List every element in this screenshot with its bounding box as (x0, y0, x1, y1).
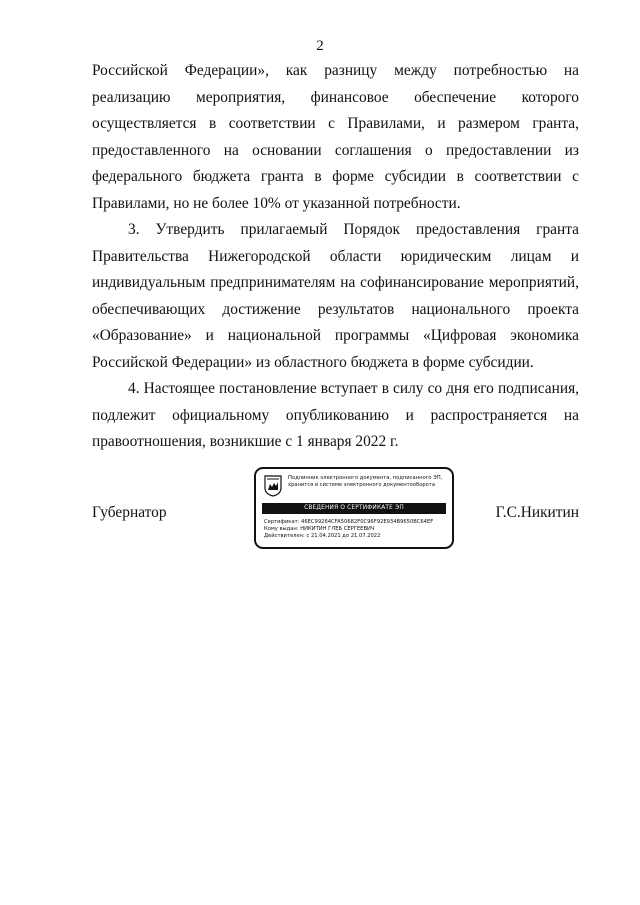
stamp-issued-to-row (264, 526, 450, 533)
paragraph-item-3: 3. Утвердить прилагаемый Порядок предоставления гранта Правительства Нижегородской области юридическим лицам и индивидуальным предпринимателям на софинансирование мероприятий, обеспечивающих достижение результатов национального проекта «Образование» и национальной программы «Цифровая экономика Российской Федерации» из областного бюджета в форме субсидии. (92, 221, 579, 371)
certificate-label: Сертификат: (264, 519, 300, 525)
nizhny-novgorod-emblem-icon (264, 475, 282, 497)
stamp-header (288, 475, 450, 489)
paragraph-continuation: Российской Федерации», как разницу между потребностью на реализацию мероприятия, финансовое обеспечение которого осуществляется в соответствии с Правилами, и размером гранта, предоставленного на основании соглашения о предоставлении из федерального бюджета гранта в форме субсидии в соответствии с Правилами, но не более 10% от указанной потребности. (92, 62, 579, 212)
issued-to-label: Кому выдан: (264, 526, 299, 532)
stamp-header-line1: Подлинник электронного документа, подписанного ЭП, (288, 475, 443, 481)
valid-value: с 21.04.2021 до 21.07.2022 (306, 533, 381, 539)
stamp-certificate-row (264, 519, 450, 526)
certificate-value: 46EC99264CFA50682F0C96F92E934B9650BC64EF (301, 519, 434, 525)
signatory-position: Губернатор (92, 504, 167, 521)
stamp-title: СВЕДЕНИЯ О СЕРТИФИКАТЕ ЭП (262, 503, 446, 514)
paragraph-item-4: 4. Настоящее постановление вступает в силу со дня его подписания, подлежит официальному опубликованию и распространяется на правоотношения, возникшие с 1 января 2022 г. (92, 380, 579, 450)
issued-to-value: НИКИТИН ГЛЕБ СЕРГЕЕВИЧ (300, 526, 375, 532)
signatory-name: Г.С.Никитин (495, 504, 579, 521)
document-body (92, 58, 579, 456)
stamp-header-line2: хранится в системе электронного документооборота (288, 482, 436, 488)
electronic-signature-stamp (254, 467, 454, 549)
stamp-validity-row (264, 533, 450, 540)
valid-label: Действителен: (264, 533, 305, 539)
page-number: 2 (316, 38, 324, 54)
stamp-certificate-info (264, 519, 450, 540)
